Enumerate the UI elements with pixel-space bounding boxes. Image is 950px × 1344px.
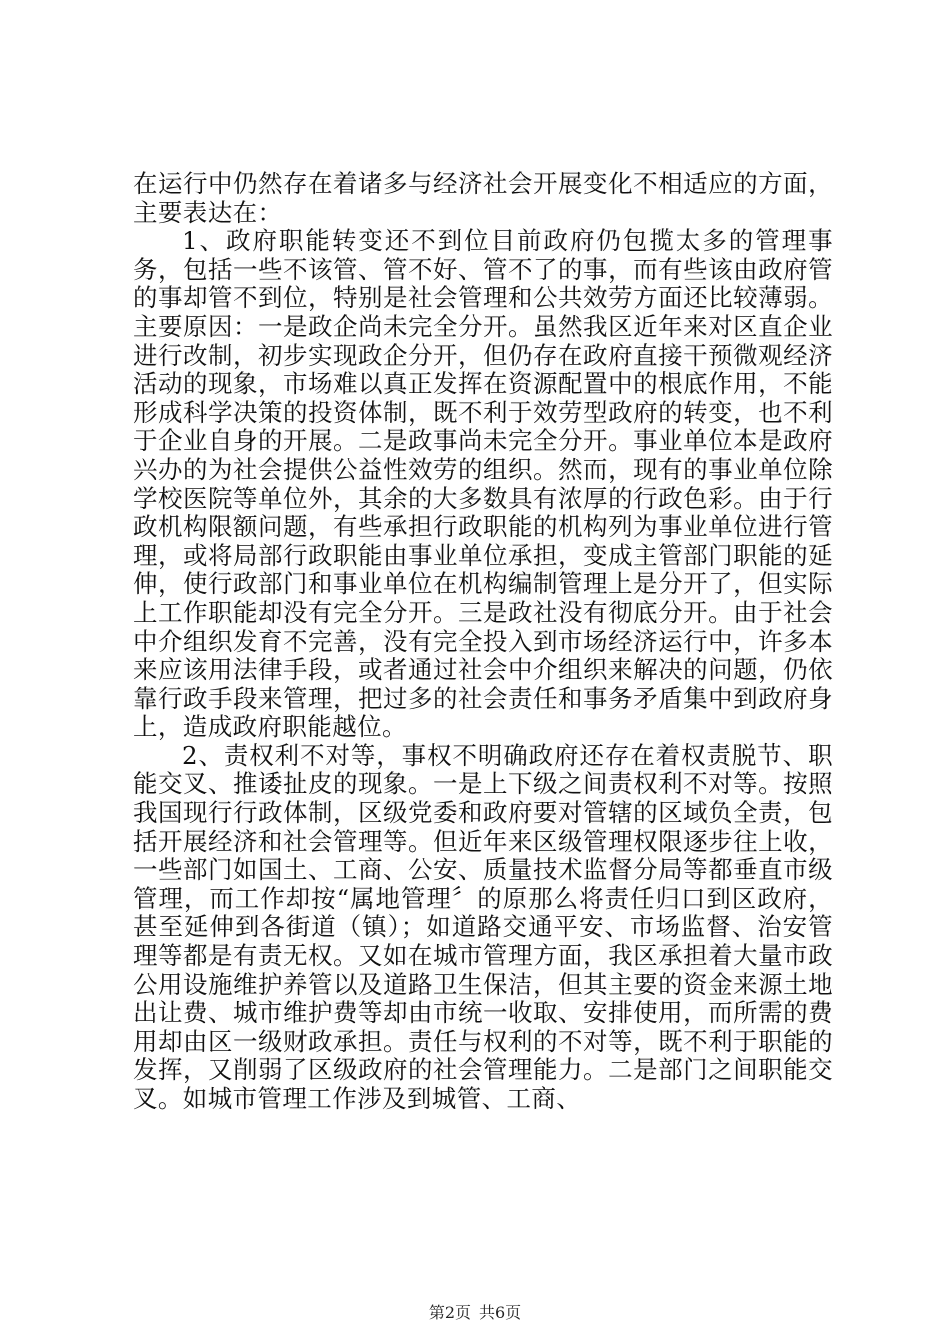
paragraph-section-2: 2、责权利不对等，事权不明确政府还存在着权责脱节、职能交叉、推诿扯皮的现象。一是上下级之间责权利不对等。按照我国现行行政体制，区级党委和政府要对管辖的区域负全责，包括开展经济和社会管理等。但近年来区级管理权限逐步往上收，一些部门如国土、工商、公安、质量技术监督分局等都垂直市级管理，而工作却按“属地管理〞的原那么将责任归口到区政府，甚至延伸到各街道（镇）；如道路交通平安、市场监督、治安管理等都是有责无权。又如在城市管理方面，我区承担着大量市政公用设施维护养管以及道路卫生保洁，但其主要的资金来源土地出让费、城市维护费等却由市统一收取、安排使用，而所需的费用却由区一级财政承担。责任与权利的不对等，既不利于职能的发挥，又削弱了区级政府的社会管理能力。二是部门之间职能交叉。如城市管理工作涉及到城管、工商、	[133, 740, 833, 1113]
paragraph-intro: 在运行中仍然存在着诸多与经济社会开展变化不相适应的方面，主要表达在：	[133, 169, 833, 227]
page-footer	[0, 1300, 950, 1323]
paragraph-section-1: 1、政府职能转变还不到位目前政府仍包揽太多的管理事务，包括一些不该管、管不好、管不了的事，而有些该由政府管的事却管不到位，特别是社会管理和公共效劳方面还比较薄弱。主要原因：一是政企尚未完全分开。虽然我区近年来对区直企业进行改制，初步实现政企分开，但仍存在政府直接干预微观经济活动的现象，市场难以真正发挥在资源配置中的根底作用，不能形成科学决策的投资体制，既不利于效劳型政府的转变，也不利于企业自身的开展。二是政事尚未完全分开。事业单位本是政府兴办的为社会提供公益性效劳的组织。然而，现有的事业单位除学校医院等单位外，其余的大多数具有浓厚的行政色彩。由于行政机构限额问题，有些承担行政职能的机构列为事业单位进行管理，或将局部行政职能由事业单位承担，变成主管部门职能的延伸，使行政部门和事业单位在机构编制管理上是分开了，但实际上工作职能却没有完全分开。三是政社没有彻底分开。由于社会中介组织发育不完善，没有完全投入到市场经济运行中，许多本来应该用法律手段，或者通过社会中介组织来解决的问题，仍依靠行政手段来管理，把过多的社会责任和事务矛盾集中到政府身上，造成政府职能越位。	[133, 226, 833, 742]
page-number: 第2页	[428, 1303, 471, 1322]
document-body	[133, 170, 833, 1114]
page-total: 共6页	[479, 1303, 522, 1322]
